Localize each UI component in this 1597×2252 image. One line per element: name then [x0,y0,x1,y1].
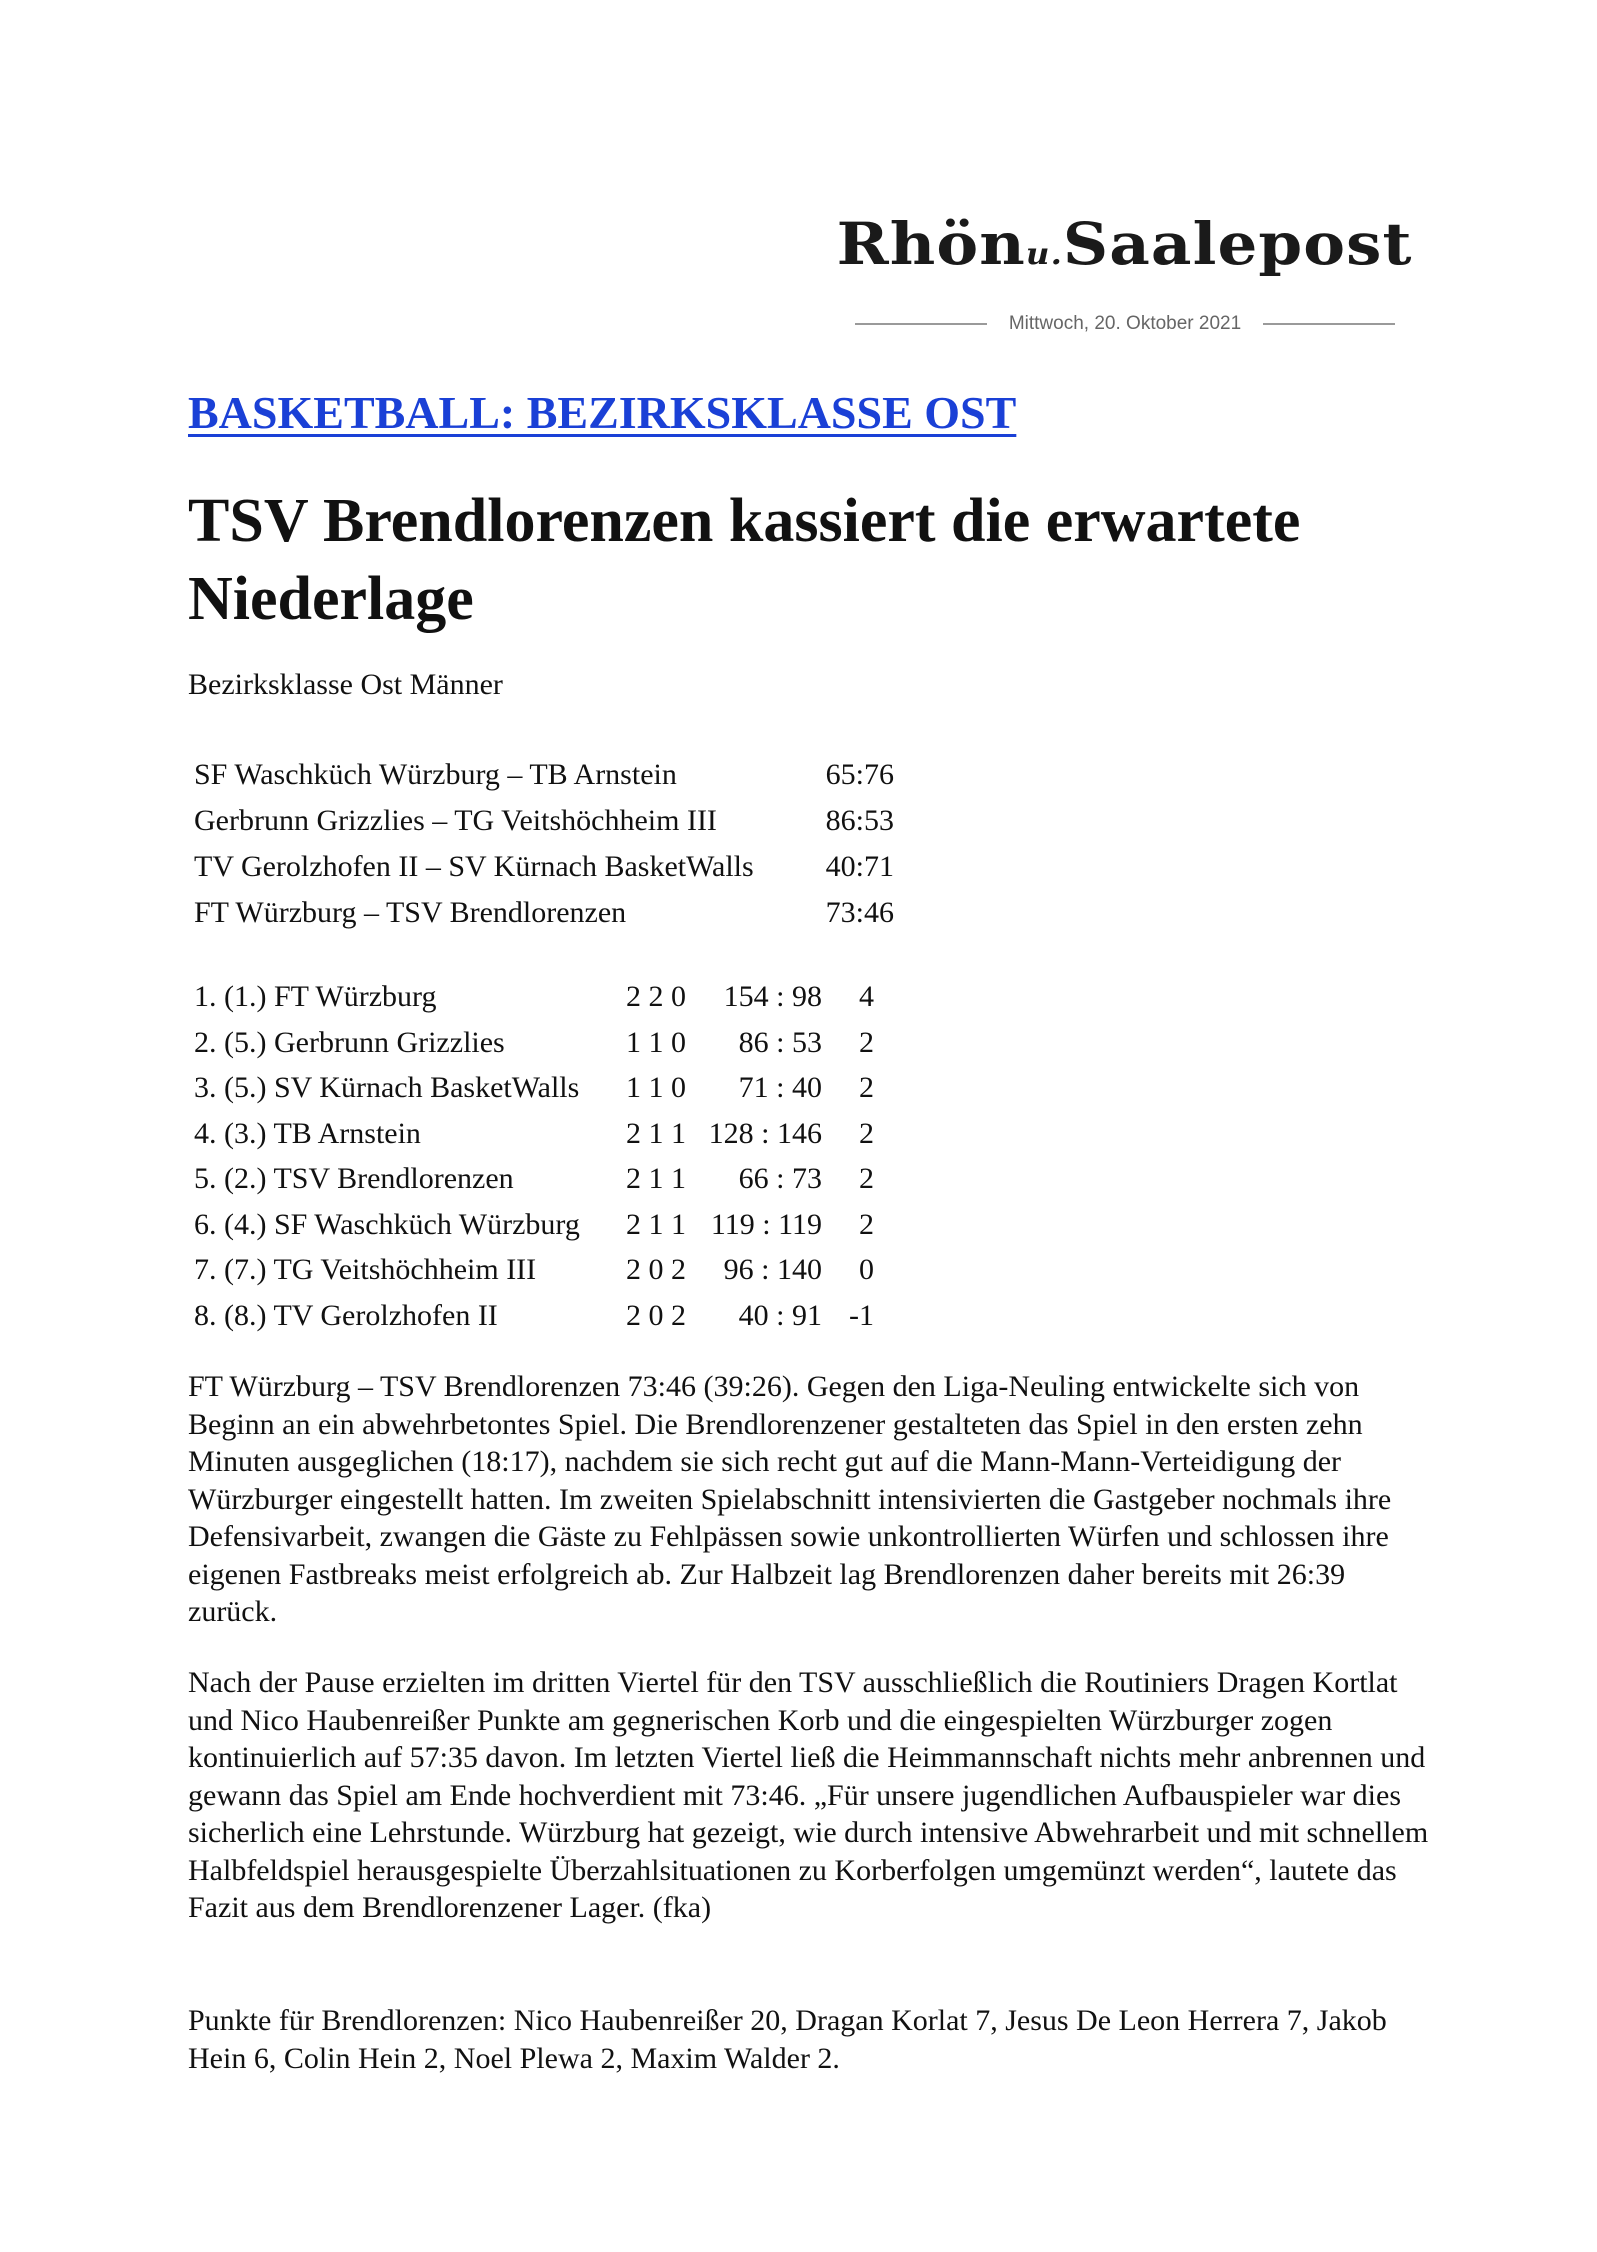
article-paragraph: FT Würzburg – TSV Brendlorenzen 73:46 (39:26). Gegen den Liga-Neuling entwickelte sich von Beginn an ein abwehrbetontes Spiel. Die Brendlorenzener gestalteten das Spiel in den ersten zehn Minuten ausgeglichen (18:17), nachdem sie sich recht gut auf die Mann-Mann-Verteidigung der Würzburger eingestellt hatten. Im zweiten Spielabschnitt intensivierten die Gastgeber nochmals ihre Defensivarbeit, zwangen die Gäste zu Fehlpässen sowie unkontrollierten Würfen und schlossen ihre eigenen Fastbreaks meist erfolgreich ab. Zur Halbzeit lag Brendlorenzen daher bereits mit 26:39 zurück. [188,1370,1392,1628]
standings-baskets: 96 : 140 [723,1253,822,1286]
logo-part-2: Saalepost [1063,210,1413,278]
results-list [194,752,894,936]
article-paragraph: Nach der Pause erzielten im dritten Viertel für den TSV ausschließlich die Routiniers Dragen Kortlat und Nico Haubenreißer Punkte am gegnerischen Korb und die eingespielten Würzburger zogen kontinuierlich auf 57:35 davon. Im letzten Viertel ließ die Heimmannschaft nichts mehr anbrennen und gewann das Spiel am Ende hochverdient mit 73:46. „Für unsere jugendlichen Aufbauspieler war dies sicherlich eine Lehrstunde. Würzburg hat gezeigt, wie durch intensive Abwehrarbeit und mit schnellem Halbfeldspiel herausgespielte Überzahlsituationen zu Korberfolgen umgemünzt werden“, lautete das Fazit aus dem Brendlorenzener Lager. (fka) [188,1666,1429,1924]
result-match: FT Würzburg – TSV Brendlorenzen [194,896,627,929]
standings-points: 4 [859,980,874,1013]
standings-points: -1 [849,1298,874,1332]
standings-row [194,1247,874,1293]
standings-record: 2 1 1 [626,1162,686,1195]
standings-baskets: 71 : 40 [738,1071,822,1104]
standings-points: 0 [859,1253,874,1286]
result-row [194,844,894,890]
standings-record: 1 1 0 [626,1071,686,1104]
result-score: 73:46 [825,896,894,929]
category-link[interactable]: BASKETBALL: BEZIRKSKLASSE OST [188,387,1017,438]
masthead-rule-right [1263,323,1395,325]
masthead-rule-left [855,323,987,325]
standings-baskets: 154 : 98 [723,980,822,1013]
result-match: Gerbrunn Grizzlies – TG Veitshöchheim III [194,804,717,837]
result-row [194,798,894,844]
result-row [194,752,894,798]
standings-row [194,1293,874,1339]
standings-team: 8. (8.) TV Gerolzhofen II [194,1298,498,1332]
standings-team: 6. (4.) SF Waschküch Würzburg [194,1207,580,1241]
standings-team: 7. (7.) TG Veitshöchheim III [194,1253,537,1286]
standings-points: 2 [859,1162,874,1195]
standings-row [194,1065,874,1111]
publication-date: Mittwoch, 20. Oktober 2021 [1008,313,1242,334]
result-match: SF Waschküch Würzburg – TB Arnstein [194,758,677,791]
newspaper-logo [837,212,1413,287]
standings-team: 1. (1.) FT Würzburg [194,980,437,1013]
standings-table [194,974,874,1338]
result-score: 65:76 [825,758,894,791]
standings-team: 3. (5.) SV Kürnach BasketWalls [194,1071,580,1104]
standings-points: 2 [859,1207,874,1241]
standings-row [194,1202,874,1248]
standings-row [194,1020,874,1066]
result-score: 40:71 [825,850,894,883]
result-score: 86:53 [825,804,894,837]
logo-connector: u. [1026,237,1064,272]
standings-baskets: 40 : 91 [738,1298,822,1332]
standings-record: 2 1 1 [626,1207,686,1241]
standings-points: 2 [859,1025,874,1059]
logo-part-1: Rhön [837,210,1027,278]
standings-team: 5. (2.) TSV Brendlorenzen [194,1162,514,1195]
standings-record: 2 1 1 [626,1116,686,1150]
article-paragraph: Punkte für Brendlorenzen: Nico Haubenreißer 20, Dragan Korlat 7, Jesus De Leon Herrera 7, Jakob Hein 6, Colin Hein 2, Noel Plewa 2, Maxim Walder 2. [188,2004,1387,2075]
result-match: TV Gerolzhofen II – SV Kürnach BasketWalls [194,850,754,883]
result-row [194,890,894,936]
standings-baskets: 66 : 73 [738,1162,822,1195]
standings-baskets: 128 : 146 [708,1116,822,1150]
masthead-date-row [855,310,1395,338]
standings-points: 2 [859,1116,874,1150]
standings-points: 2 [859,1071,874,1104]
standings-row [194,1156,874,1202]
standings-baskets: 86 : 53 [738,1025,822,1059]
standings-team: 2. (5.) Gerbrunn Grizzlies [194,1025,505,1059]
standings-team: 4. (3.) TB Arnstein [194,1116,421,1150]
league-subhead: Bezirksklasse Ost Männer [188,668,503,701]
standings-record: 2 2 0 [626,980,686,1013]
standings-record: 2 0 2 [626,1298,686,1332]
standings-row [194,974,874,1020]
standings-record: 2 0 2 [626,1253,686,1286]
standings-record: 1 1 0 [626,1025,686,1059]
standings-baskets: 119 : 119 [710,1207,822,1241]
article-headline: TSV Brendlorenzen kassiert die erwartete Niederlage [188,487,1301,633]
newspaper-masthead [837,210,1413,287]
standings-row [194,1111,874,1157]
